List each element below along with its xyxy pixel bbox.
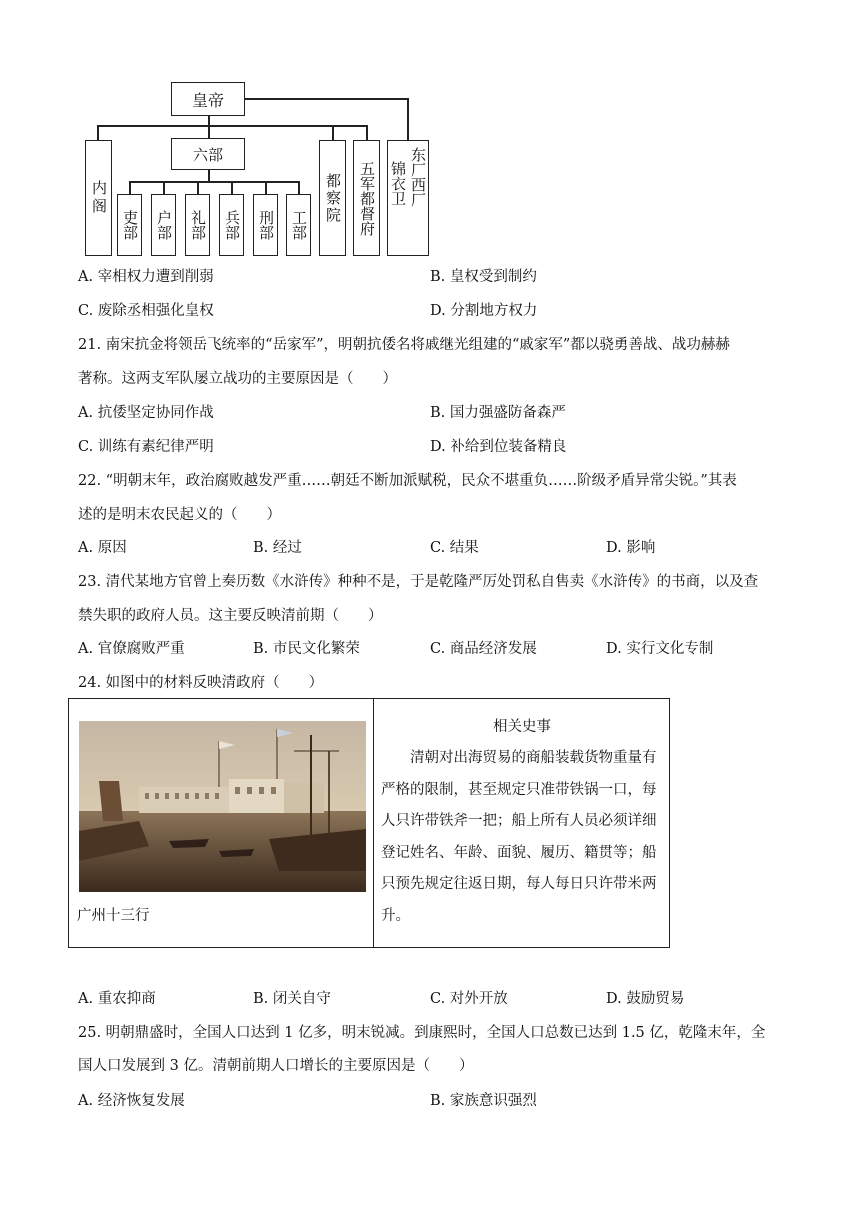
connector [298, 181, 300, 194]
connector [208, 125, 210, 138]
q25-stem-line2: 国人口发展到 3 亿。清朝前期人口增长的主要原因是（ ） [78, 1058, 474, 1074]
neige-box [85, 140, 112, 256]
connector [197, 181, 199, 194]
canton-thirteen-factories-painting [79, 721, 366, 892]
neige-label: 内阁 [90, 180, 108, 216]
ministry-label: 吏部 [121, 210, 139, 240]
q23-option-a[interactable]: A. 官僚腐败严重 [78, 641, 185, 657]
ministry-label: 工部 [290, 210, 308, 240]
ministry-box [151, 194, 176, 256]
q23-stem-line1: 23. 清代某地方官曾上奏历数《水浒传》种种不是，于是乾隆严厉处罚私自售卖《水浒传》的书商，以及查 [78, 574, 759, 590]
connector [407, 98, 409, 140]
connector [163, 181, 165, 194]
q24-option-b[interactable]: B. 闭关自守 [253, 991, 331, 1007]
q24-option-d[interactable]: D. 鼓励贸易 [606, 991, 685, 1007]
q24-option-c[interactable]: C. 对外开放 [430, 991, 508, 1007]
q22-option-b[interactable]: B. 经过 [253, 540, 302, 556]
q24-stem: 24. 如图中的材料反映清政府（ ） [78, 675, 324, 691]
q23-stem-line2: 禁失职的政府人员。这主要反映清前期（ ） [78, 608, 383, 624]
connector [129, 181, 299, 183]
side-title: 相关史事 [493, 719, 551, 735]
q25-stem-line1: 25. 明朝鼎盛时，全国人口达到 1 亿多，明末锐减。到康熙时，全国人口总数已达到 1.5 亿，乾隆末年，全 [78, 1025, 766, 1041]
q21-option-c[interactable]: C. 训练有素纪律严明 [78, 439, 214, 455]
six-ministries-label: 六部 [192, 145, 223, 164]
ministry-box [185, 194, 210, 256]
emperor-label: 皇帝 [191, 90, 224, 110]
connector [97, 125, 367, 127]
connector [97, 125, 99, 140]
changwei-box [387, 140, 429, 256]
q22-stem-line2: 述的是明末农民起义的（ ） [78, 507, 281, 523]
q25-option-a[interactable]: A. 经济恢复发展 [78, 1093, 185, 1109]
six-ministries-box [171, 138, 245, 170]
q21-stem-line1: 21. 南宋抗金将领岳飞统率的“岳家军”，明朝抗倭名将戚继光组建的“戚家军”都以骁勇善战、战功赫赫 [78, 337, 730, 353]
changwei-left-label: 锦衣卫 [389, 161, 407, 206]
q23-option-b[interactable]: B. 市民文化繁荣 [253, 641, 360, 657]
ministry-label: 刑部 [257, 210, 275, 240]
q23-option-c[interactable]: C. 商品经济发展 [430, 641, 537, 657]
side-body: 清朝对出海贸易的商船装载货物重量有严格的限制，甚至规定只准带铁锅一口，每人只许带铁斧一把；船上所有人员必须详细登记姓名、年龄、面貌、履历、籍贯等；船只预先规定往返日期，每人每日只许带米两升。 [381, 750, 657, 924]
connector [265, 181, 267, 194]
q22-option-c[interactable]: C. 结果 [430, 540, 479, 556]
photo-caption: 广州十三行 [77, 908, 150, 924]
q24-figure-table [68, 698, 670, 948]
q21-option-b[interactable]: B. 国力强盛防备森严 [430, 405, 566, 421]
q20-option-a[interactable]: A. 宰相权力遭到削弱 [78, 269, 214, 285]
connector [332, 125, 334, 140]
ministry-box [286, 194, 311, 256]
q22-stem-line1: 22. “明朝末年，政治腐败越发严重……朝廷不断加派赋税，民众不堪重负……阶级矛盾异常尖锐。”其表 [78, 473, 737, 489]
connector [129, 181, 131, 194]
emperor-box [171, 82, 245, 116]
changwei-right-label: 东厂西厂 [409, 147, 427, 207]
ministry-box [219, 194, 244, 256]
q22-option-a[interactable]: A. 原因 [78, 540, 127, 556]
ministry-label: 礼部 [189, 210, 207, 240]
wujun-label: 五军都督府 [358, 160, 376, 236]
ministry-box [117, 194, 142, 256]
q25-option-b[interactable]: B. 家族意识强烈 [430, 1093, 537, 1109]
q21-option-a[interactable]: A. 抗倭坚定协同作战 [78, 405, 214, 421]
connector [231, 181, 233, 194]
q21-option-d[interactable]: D. 补给到位装备精良 [430, 439, 567, 455]
ministry-box [253, 194, 278, 256]
painting-illustration [79, 721, 366, 892]
q20-option-d[interactable]: D. 分割地方权力 [430, 303, 538, 319]
duchayuan-label: 都察院 [324, 172, 342, 224]
q21-stem-line2: 著称。这两支军队屡立战功的主要原因是（ ） [78, 371, 397, 387]
figure-divider [373, 699, 374, 947]
connector [245, 98, 408, 100]
q20-option-c[interactable]: C. 废除丞相强化皇权 [78, 303, 214, 319]
connector [366, 125, 368, 140]
q20-option-b[interactable]: B. 皇权受到制约 [430, 269, 537, 285]
ministry-label: 户部 [155, 210, 173, 240]
q22-option-d[interactable]: D. 影响 [606, 540, 656, 556]
duchayuan-box [319, 140, 346, 256]
ministry-label: 兵部 [223, 210, 241, 240]
q23-option-d[interactable]: D. 实行文化专制 [606, 641, 714, 657]
q24-option-a[interactable]: A. 重农抑商 [78, 991, 156, 1007]
wujun-box [353, 140, 380, 256]
